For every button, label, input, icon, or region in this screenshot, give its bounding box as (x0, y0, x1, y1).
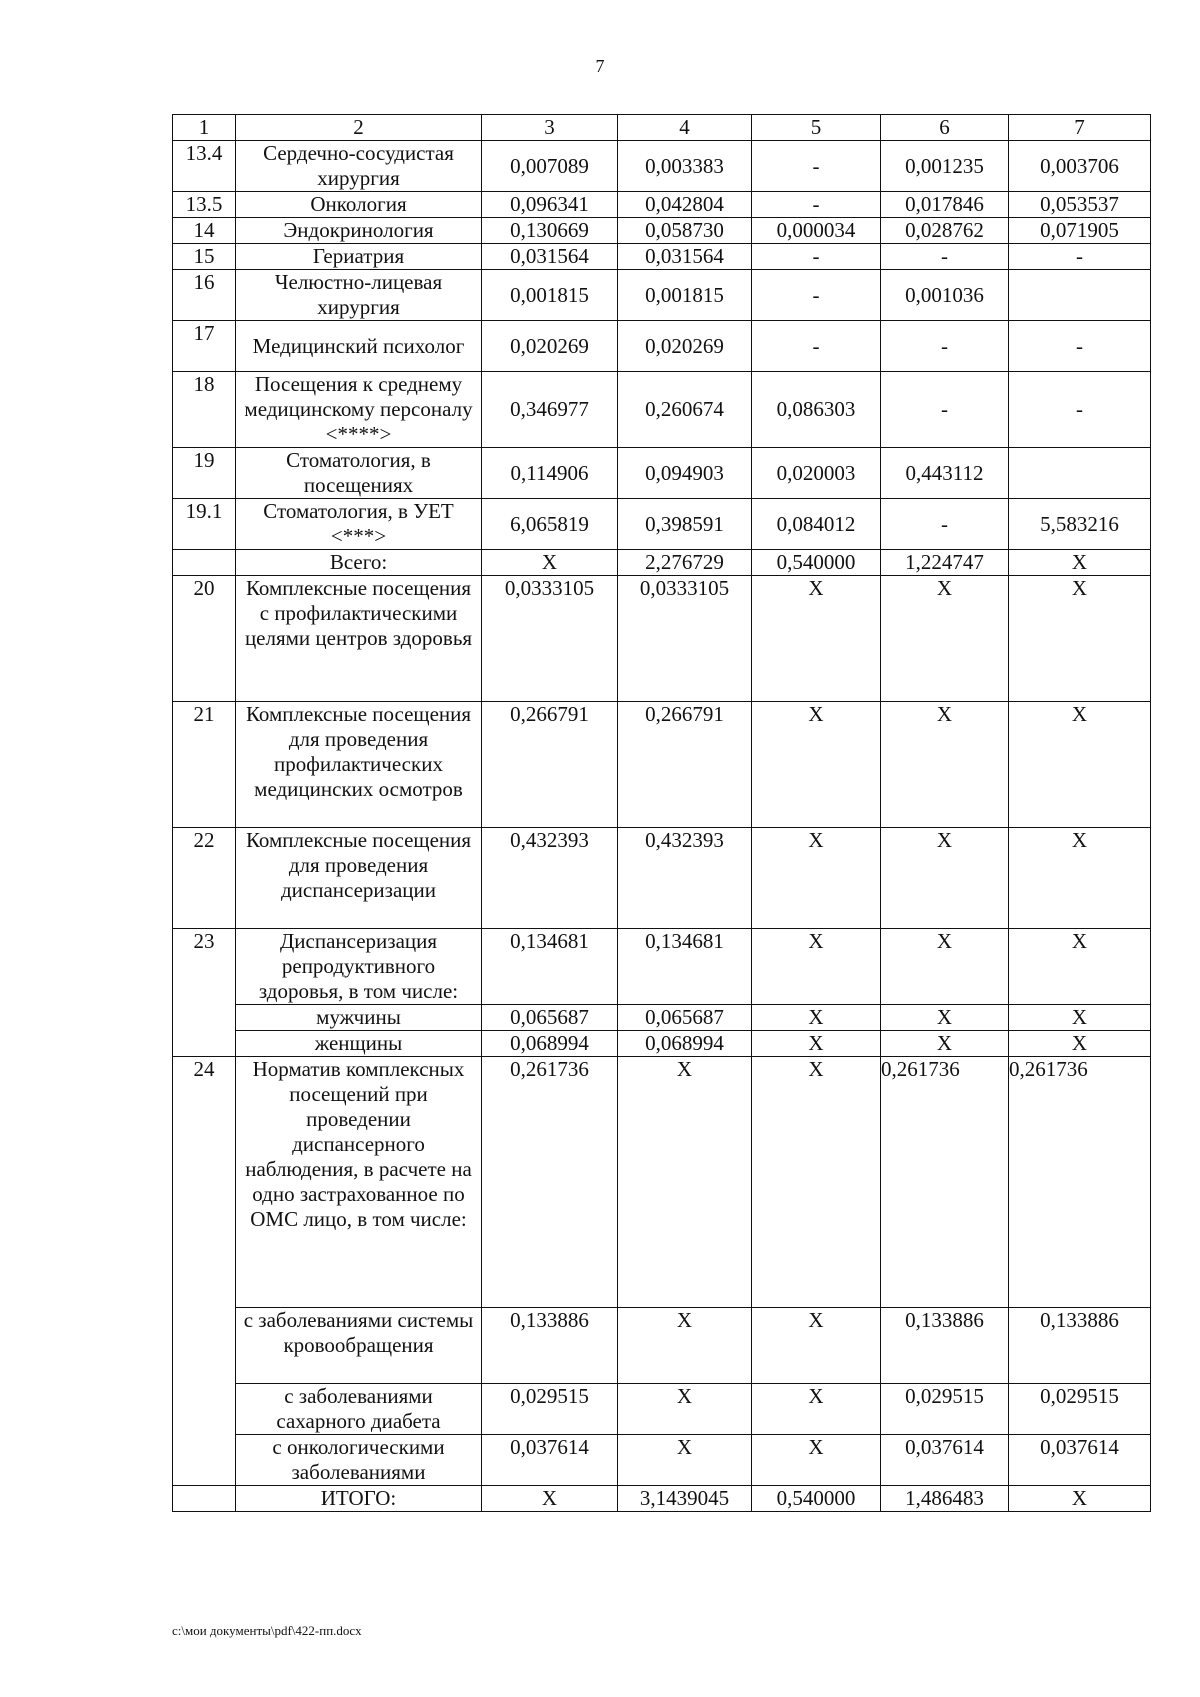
value-col-3: 0,031564 (482, 244, 618, 270)
table-row (173, 1031, 1151, 1057)
value-col-5: 0,084012 (752, 499, 881, 550)
row-number: 17 (173, 321, 236, 372)
table-row (173, 1005, 1151, 1031)
row-number: 20 (173, 576, 236, 702)
value-col-4: 0,031564 (618, 244, 752, 270)
row-name: с онкологическими заболеваниями (236, 1435, 482, 1486)
value-col-3: 0,114906 (482, 448, 618, 499)
value-col-4: 0,398591 (618, 499, 752, 550)
value-col-3: 0,001815 (482, 270, 618, 321)
row-number (173, 550, 236, 576)
table-row (173, 1308, 1151, 1384)
value-col-6: X (881, 702, 1009, 828)
value-col-6: - (881, 321, 1009, 372)
row-name: Норматив комплексных посещений при проведении диспансерного наблюдения, в расчете на одно застрахованное по ОМС лицо, в том числе: (236, 1057, 482, 1308)
value-col-5: X (752, 828, 881, 929)
value-col-3: 0,346977 (482, 372, 618, 448)
value-col-4: 0,042804 (618, 192, 752, 218)
row-number: 15 (173, 244, 236, 270)
value-col-7: 0,029515 (1009, 1384, 1151, 1435)
value-col-6: X (881, 1031, 1009, 1057)
total-row (173, 1486, 1151, 1512)
table-row (173, 550, 1151, 576)
row-number: 24 (173, 1057, 236, 1486)
value-col-4: X (618, 1435, 752, 1486)
row-name: ИТОГО: (236, 1486, 482, 1512)
value-col-4: X (618, 1057, 752, 1308)
value-col-4: 0,003383 (618, 141, 752, 192)
value-col-6: - (881, 244, 1009, 270)
value-col-4: 0,432393 (618, 828, 752, 929)
row-name: Всего: (236, 550, 482, 576)
row-name: Комплексные посещения для проведения профилактических медицинских осмотров (236, 702, 482, 828)
value-col-5: 0,000034 (752, 218, 881, 244)
row-name: с заболеваниями сахарного диабета (236, 1384, 482, 1435)
value-col-4: 0,266791 (618, 702, 752, 828)
row-name: Онкология (236, 192, 482, 218)
value-col-5: X (752, 1005, 881, 1031)
value-col-4: 0,058730 (618, 218, 752, 244)
value-col-7: 0,053537 (1009, 192, 1151, 218)
row-number: 14 (173, 218, 236, 244)
table-row (173, 929, 1151, 1005)
table-row (173, 1057, 1151, 1308)
value-col-7: - (1009, 321, 1151, 372)
header-cell: 2 (236, 115, 482, 141)
table-header-row (173, 115, 1151, 141)
value-col-7: 0,133886 (1009, 1308, 1151, 1384)
value-col-3: 0,0333105 (482, 576, 618, 702)
row-name: Гериатрия (236, 244, 482, 270)
value-col-3: 0,068994 (482, 1031, 618, 1057)
table-row (173, 448, 1151, 499)
value-col-3: 0,096341 (482, 192, 618, 218)
value-col-5: X (752, 1308, 881, 1384)
value-col-7: X (1009, 576, 1151, 702)
value-col-3: 6,065819 (482, 499, 618, 550)
value-col-7: 0,037614 (1009, 1435, 1151, 1486)
value-col-5: - (752, 192, 881, 218)
value-col-5: 0,020003 (752, 448, 881, 499)
value-col-5: X (752, 1435, 881, 1486)
table-row (173, 218, 1151, 244)
value-col-3: 0,130669 (482, 218, 618, 244)
value-col-6: - (881, 499, 1009, 550)
table-row (173, 1384, 1151, 1435)
value-col-4: 0,020269 (618, 321, 752, 372)
value-col-7: - (1009, 244, 1151, 270)
value-col-7: 5,583216 (1009, 499, 1151, 550)
value-col-4: 0,094903 (618, 448, 752, 499)
value-col-5: X (752, 1384, 881, 1435)
value-col-5: X (752, 576, 881, 702)
value-col-7: X (1009, 1005, 1151, 1031)
row-number: 18 (173, 372, 236, 448)
value-col-6: 0,017846 (881, 192, 1009, 218)
row-name: Эндокринология (236, 218, 482, 244)
value-col-6: X (881, 828, 1009, 929)
value-col-5: X (752, 1057, 881, 1308)
norms-table-body (173, 115, 1151, 1512)
value-col-6: X (881, 576, 1009, 702)
value-col-3: 0,037614 (482, 1435, 618, 1486)
value-col-5: - (752, 321, 881, 372)
row-name: Комплексные посещения для проведения диспансеризации (236, 828, 482, 929)
value-col-4: 0,260674 (618, 372, 752, 448)
value-col-7: X (1009, 1031, 1151, 1057)
value-col-6: 1,486483 (881, 1486, 1009, 1512)
header-cell: 7 (1009, 115, 1151, 141)
value-col-3: 0,020269 (482, 321, 618, 372)
row-number: 22 (173, 828, 236, 929)
row-number: 19.1 (173, 499, 236, 550)
table-row (173, 141, 1151, 192)
value-col-7 (1009, 270, 1151, 321)
value-col-5: 0,086303 (752, 372, 881, 448)
row-name: женщины (236, 1031, 482, 1057)
table-row (173, 372, 1151, 448)
row-name: Диспансеризация репродуктивного здоровья, в том числе: (236, 929, 482, 1005)
row-number: 16 (173, 270, 236, 321)
value-col-6: 0,443112 (881, 448, 1009, 499)
table-row (173, 321, 1151, 372)
value-col-3: 0,029515 (482, 1384, 618, 1435)
row-name: мужчины (236, 1005, 482, 1031)
row-number (173, 1486, 236, 1512)
value-col-6: 0,261736 (881, 1057, 1009, 1308)
value-col-6: 0,037614 (881, 1435, 1009, 1486)
value-col-4: 0,065687 (618, 1005, 752, 1031)
value-col-3: 0,261736 (482, 1057, 618, 1308)
value-col-7: 0,003706 (1009, 141, 1151, 192)
value-col-7: X (1009, 702, 1151, 828)
value-col-4: 2,276729 (618, 550, 752, 576)
value-col-7: 0,071905 (1009, 218, 1151, 244)
table-row (173, 702, 1151, 828)
row-name: Стоматология, в УЕТ <***> (236, 499, 482, 550)
table-row (173, 244, 1151, 270)
table-row (173, 576, 1151, 702)
value-col-5: X (752, 1031, 881, 1057)
value-col-7 (1009, 448, 1151, 499)
table-row (173, 192, 1151, 218)
value-col-3: 0,133886 (482, 1308, 618, 1384)
value-col-3: 0,065687 (482, 1005, 618, 1031)
value-col-4: 0,068994 (618, 1031, 752, 1057)
value-col-5: 0,540000 (752, 1486, 881, 1512)
table-row (173, 1435, 1151, 1486)
value-col-6: 0,133886 (881, 1308, 1009, 1384)
value-col-7: 0,261736 (1009, 1057, 1151, 1308)
value-col-5: - (752, 141, 881, 192)
row-number: 13.5 (173, 192, 236, 218)
footer-file-path: c:\мои документы\pdf\422-пп.docx (172, 1623, 362, 1638)
row-name: Комплексные посещения с профилактическими целями центров здоровья (236, 576, 482, 702)
row-number: 19 (173, 448, 236, 499)
value-col-7: X (1009, 1486, 1151, 1512)
row-name: Посещения к среднему медицинскому персоналу <****> (236, 372, 482, 448)
value-col-3: 0,432393 (482, 828, 618, 929)
value-col-6: 0,028762 (881, 218, 1009, 244)
row-name: Медицинский психолог (236, 321, 482, 372)
table-row (173, 499, 1151, 550)
row-name: Сердечно-сосудистая хирургия (236, 141, 482, 192)
value-col-7: X (1009, 929, 1151, 1005)
value-col-5: - (752, 270, 881, 321)
table-row (173, 828, 1151, 929)
norms-table (172, 114, 1151, 1512)
value-col-6: 0,029515 (881, 1384, 1009, 1435)
value-col-6: 0,001235 (881, 141, 1009, 192)
table-row (173, 270, 1151, 321)
value-col-6: - (881, 372, 1009, 448)
value-col-4: X (618, 1384, 752, 1435)
header-cell: 6 (881, 115, 1009, 141)
value-col-6: 1,224747 (881, 550, 1009, 576)
value-col-5: X (752, 702, 881, 828)
value-col-7: - (1009, 372, 1151, 448)
header-cell: 5 (752, 115, 881, 141)
value-col-3: 0,266791 (482, 702, 618, 828)
value-col-6: X (881, 1005, 1009, 1031)
row-name: Стоматология, в посещениях (236, 448, 482, 499)
row-name: Челюстно-лицевая хирургия (236, 270, 482, 321)
row-name: с заболеваниями системы кровообращения (236, 1308, 482, 1384)
value-col-4: X (618, 1308, 752, 1384)
value-col-5: X (752, 929, 881, 1005)
value-col-3: X (482, 550, 618, 576)
value-col-4: 0,001815 (618, 270, 752, 321)
value-col-6: X (881, 929, 1009, 1005)
value-col-7: X (1009, 828, 1151, 929)
value-col-4: 3,1439045 (618, 1486, 752, 1512)
value-col-6: 0,001036 (881, 270, 1009, 321)
header-cell: 1 (173, 115, 236, 141)
header-cell: 3 (482, 115, 618, 141)
page-number: 7 (595, 56, 605, 76)
value-col-5: - (752, 244, 881, 270)
row-number: 13.4 (173, 141, 236, 192)
row-number: 23 (173, 929, 236, 1057)
value-col-3: 0,007089 (482, 141, 618, 192)
value-col-3: X (482, 1486, 618, 1512)
row-number: 21 (173, 702, 236, 828)
value-col-3: 0,134681 (482, 929, 618, 1005)
value-col-7: X (1009, 550, 1151, 576)
value-col-4: 0,134681 (618, 929, 752, 1005)
header-cell: 4 (618, 115, 752, 141)
value-col-5: 0,540000 (752, 550, 881, 576)
value-col-4: 0,0333105 (618, 576, 752, 702)
